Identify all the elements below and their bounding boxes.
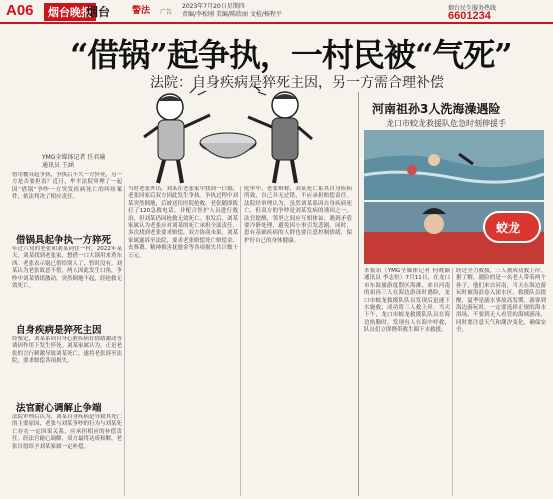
headline: “借锅”起争执，一村民被“气死” [70, 36, 512, 74]
body-column-2: 当时老张外出，刘某在老张家中找到一口锅，老张回家后双方因此发生争执。争执过程中刘某突然倒地，后被送往医院抢救。老张随即拨打了120急救电话，并配合医护人员进行救治，但刘某仍因抢救无效死亡。事发后，刘某家属认为老张应对刘某的死亡承担全部责任，多次找到老张要求赔偿，双方协商未果。刘某家属遂诉至法院，要求老张赔偿死亡赔偿金、丧葬费、精神损害抚慰金等各项损失共计数十万元。 [128, 186, 238, 259]
boat-label: 蛟龙 [496, 221, 521, 235]
section-divider [358, 92, 359, 496]
right-subheadline: 龙口市蛟龙救援队危急时刻伸援手 [386, 119, 506, 128]
section-heading-3: 法官耐心调解止争端 [16, 403, 102, 414]
body-paragraph-1: 年过六旬的老张和刘某同住一村。2022年某天，刘某找到老张家，想借一口大锅用来煮东西。老张表示锅已借给别人了，暂时没有。刘某认为老张故意不借，两人因此发生口角，争吵中刘某情绪激动，突然倒地不起，经抢救无效死亡。 [12, 246, 122, 290]
byline: YMG全媒体记者 任君瑜 通讯员 王涵 [42, 154, 106, 169]
rescue-photo-2 [364, 202, 544, 264]
page-number: A06 [6, 2, 34, 19]
lead-paragraph: 借用餐具起争执，争执后不久一方猝死，另一方是否要担责？近日，牟平法院审理了一起因“借锅”争吵一方突发疾病死亡的纠纷案件，依法判决了相应责任。 [12, 172, 122, 201]
section-subname: 警法 [132, 6, 151, 16]
right-body-column-2: 经过全力救援，三人被成功救上岸。据了解，遇险的是一名老人带着两个孙子，他们来自河南，当天在海边游玩时被海浪卷入深水区。救援队员提醒，夏季是溺水事故高发期，游客到海边游玩时，一定要选择正规的海水浴场，不要到无人看管的海域游泳，同时要注意天气和潮汐变化，确保安全。 [456, 268, 546, 334]
column-divider [452, 268, 453, 496]
body-paragraph-2: 经鉴定，刘某系因自身心脏疾病在情绪激动等诱因作用下发生猝死。刘某家属认为，正是老张的言行刺激导致刘某死亡，遂将老张诉至法院，要求赔偿各项损失。 [12, 336, 122, 365]
rescue-photo-1 [364, 130, 544, 200]
body-paragraph-3: 法院审理后认为，刘某自身疾病是导致其死亡的主要原因，老张与刘某争吵的行为与刘某死亡存在一定因果关系，应承担相应的补偿责任。经法官耐心调解，双方最终达成和解，老张自愿给予刘某家属一定补偿。 [12, 414, 122, 450]
date-line [182, 3, 282, 19]
right-headline: 河南祖孙3人洗海澡遇险 [372, 102, 501, 116]
date-line-2: 责编/李松刚 美编/陈欣丽 文检/杨程平 [182, 11, 282, 18]
swimmer-icon [428, 154, 440, 166]
ad-tag: 广告 [160, 9, 173, 16]
newspaper-logo: 烟台晚报 [44, 3, 96, 21]
body-column-3: 庭审中，老张辩称，刘某死亡系其自身疾病所致，自己并无过错，不应承担赔偿责任。法院经审理认为，虽然刘某系因自身疾病死亡，但双方的争吵是刘某发病的诱因之一。法官提醒，邻里之间应互相体谅，遇到矛盾要冷静处理，避免因小事引发悲剧。同时，患有基础疾病的人群也要注意控制情绪，保护好自己的身体健康。 [244, 186, 352, 244]
right-body-column-1: 本报讯（YMG全媒体记者 何晓颖 通讯员 李志恒）7月11日，在龙口市东海旅游度假区海滩，来自河南的祖孙三人在海边游泳时遇险，龙口市蛟龙救援队队员发现后迅速下水施救，成功将三人救上岸。当天下午，龙口市蛟龙救援队队员在海边执勤时，发现有人在海中呼救，队员们立即携带救生圈下水救援。 [364, 268, 450, 334]
pot-icon [200, 133, 256, 158]
section-heading-2: 自身疾病是猝死主因 [16, 325, 102, 336]
column-divider [124, 186, 125, 496]
lifebuoy-icon [407, 165, 417, 175]
section-name: 烟台 [86, 5, 111, 19]
left-figure-icon [144, 94, 210, 183]
child-face-icon [424, 214, 444, 234]
date-line-1: 2023年7月20日星期四 [182, 3, 245, 10]
column-divider [240, 186, 241, 496]
cartoon-illustration [60, 85, 350, 185]
right-figure-icon [248, 92, 312, 183]
hotline-label: 烟台民生服务热线 [448, 5, 497, 12]
hotline-number: 6601234 [448, 10, 491, 22]
subheadline: 法院：自身疾病是猝死主因，另一方需合理补偿 [150, 75, 444, 91]
section-heading-1: 借锅具起争执一方猝死 [16, 235, 112, 246]
